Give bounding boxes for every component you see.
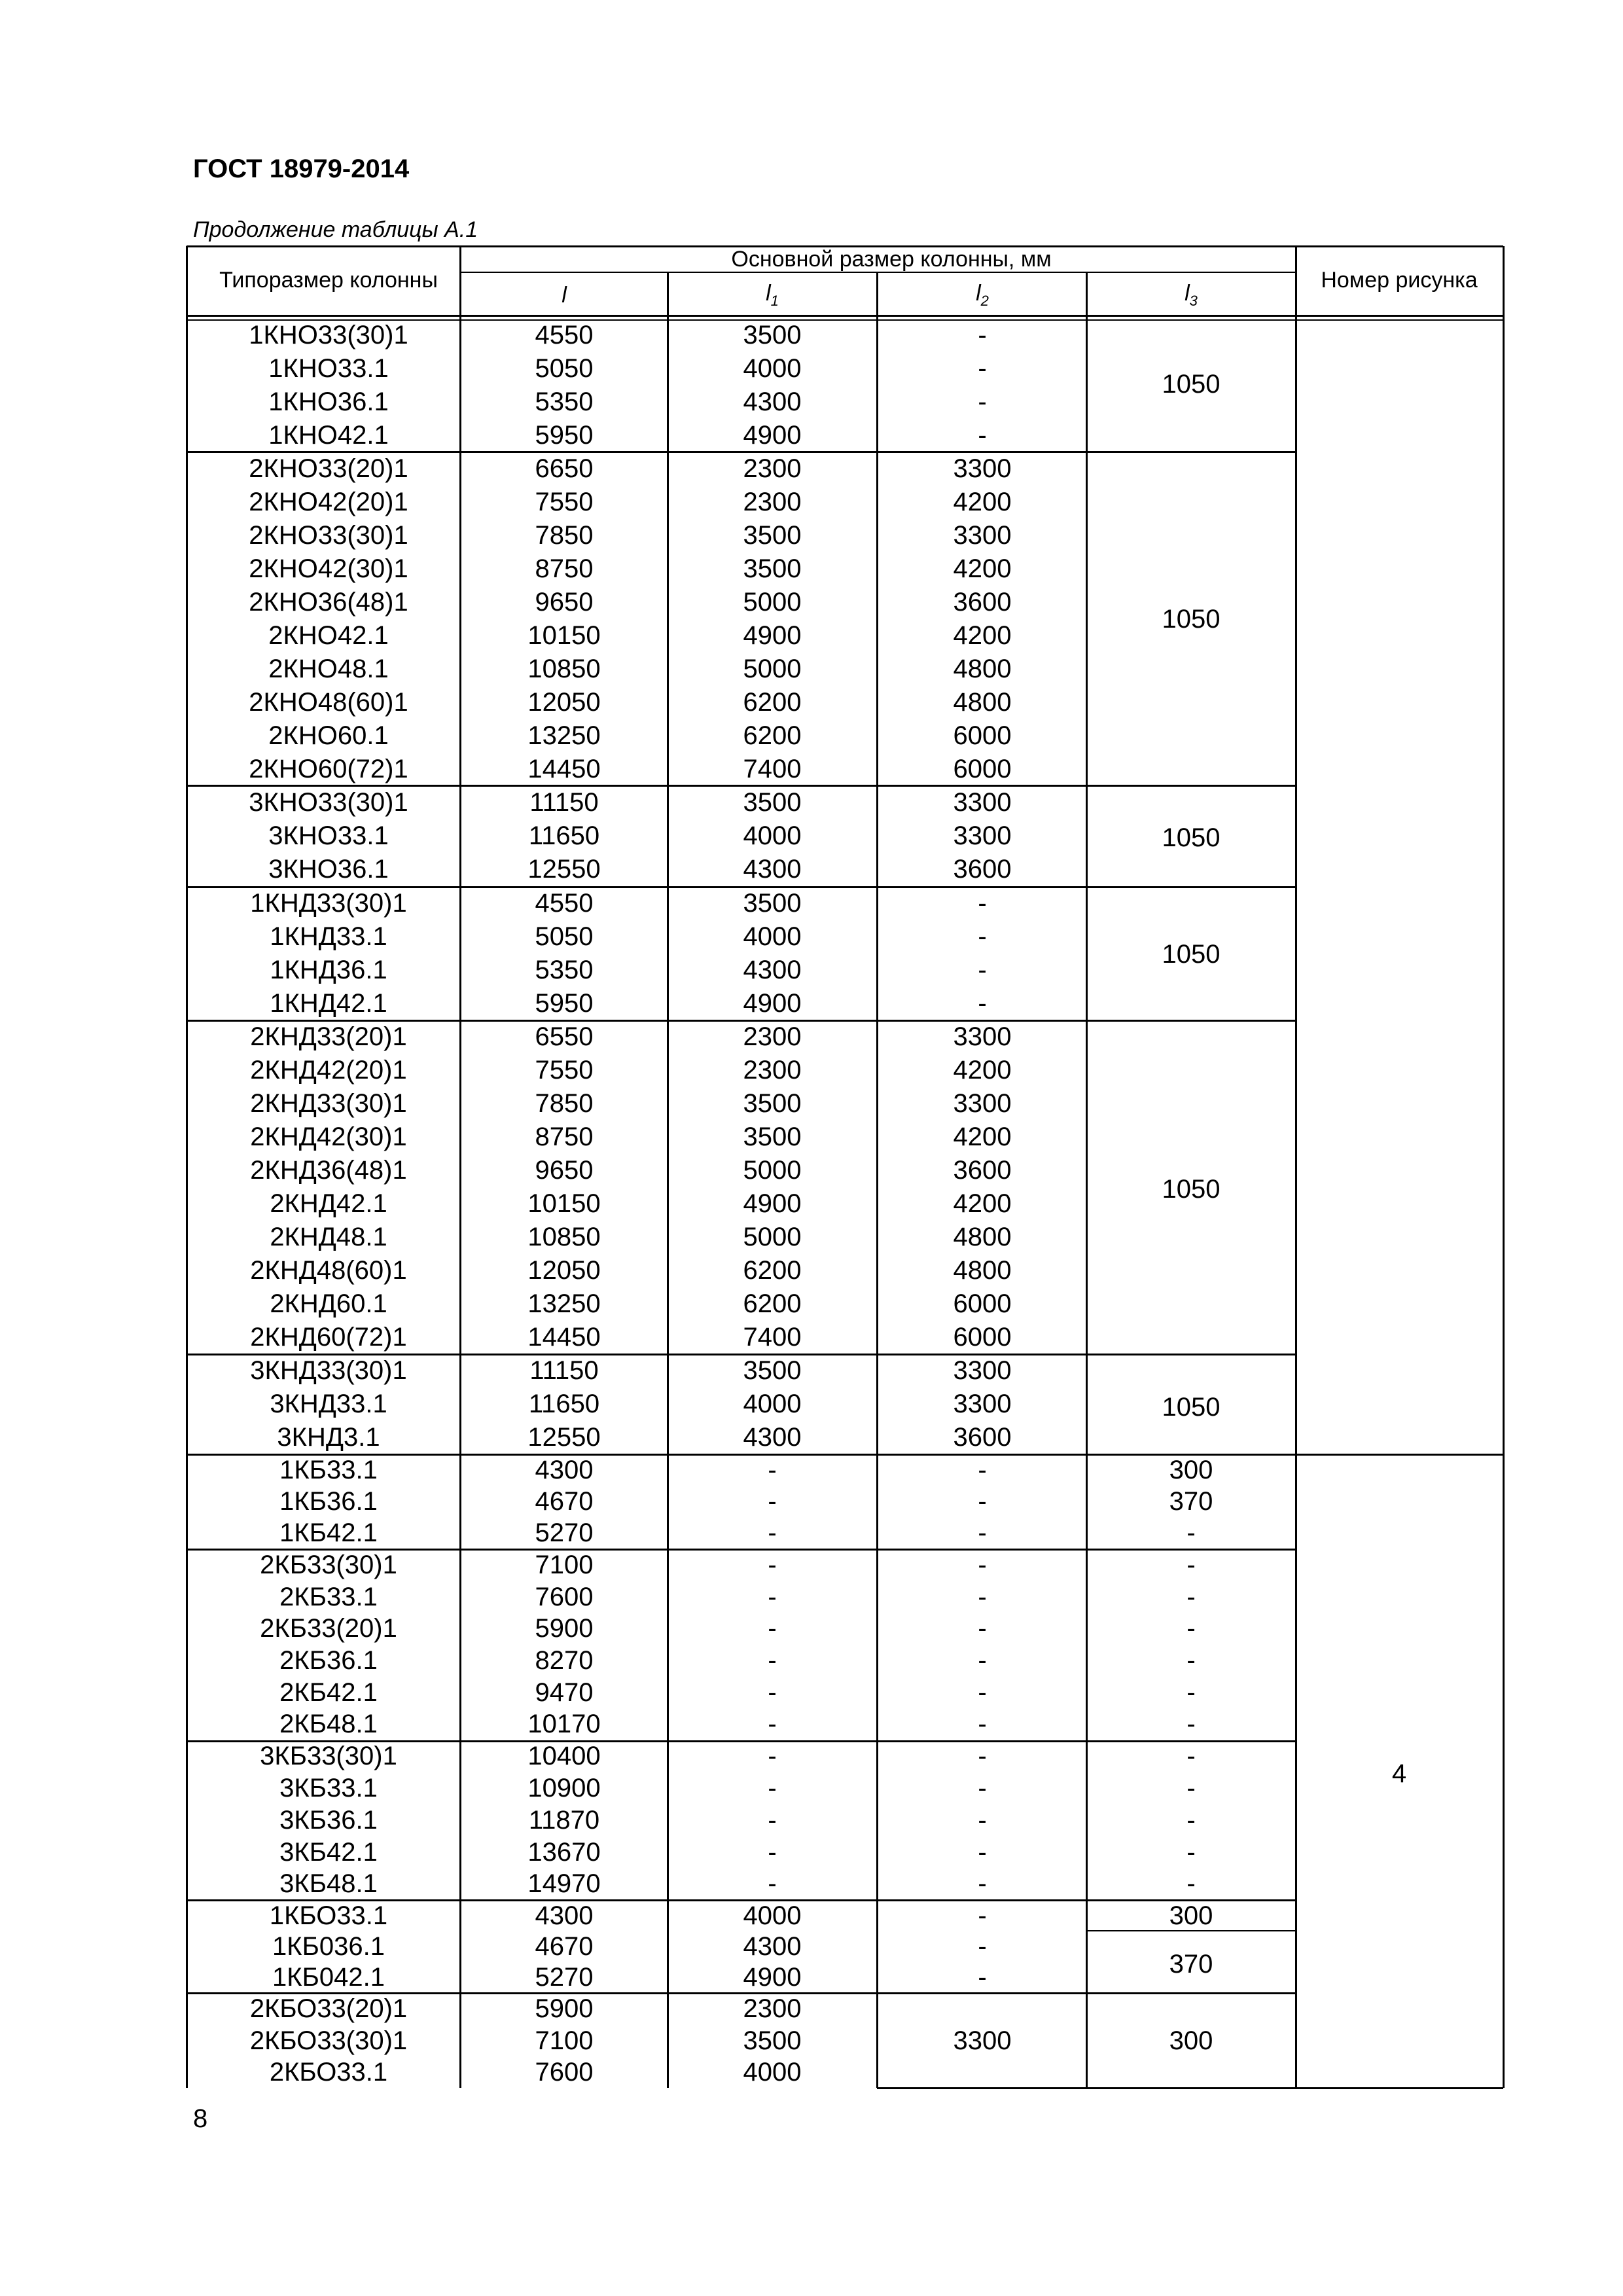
l2-cell: 3600 (953, 1156, 1012, 1185)
type-cell: 1КНО33.1 (268, 354, 389, 383)
l1-cell: 2300 (743, 1994, 802, 2023)
type-cell: 2КНО60.1 (268, 721, 389, 750)
l1-cell: 4300 (743, 855, 802, 884)
l2-cell: - (978, 1963, 987, 1992)
l2-cell: - (978, 1551, 987, 1579)
l-cell: 5270 (535, 1963, 594, 1992)
l-cell: 4300 (535, 1456, 594, 1484)
l2-cell: 4200 (953, 488, 1012, 516)
l-cell: 14970 (527, 1869, 601, 1898)
l-cell: 9650 (535, 1156, 594, 1185)
type-cell: 1КБО33.1 (269, 1901, 388, 1930)
l-cell: 8270 (535, 1646, 594, 1675)
l1-cell: 4300 (743, 1932, 802, 1961)
type-cell: 2КНД48.1 (270, 1223, 387, 1251)
type-cell: 3КНД33(30)1 (250, 1356, 407, 1385)
l2-cell: - (978, 321, 987, 350)
l3-cell: 370 (1169, 1487, 1213, 1516)
type-cell: 1КБ36.1 (279, 1487, 378, 1516)
l2-cell: - (978, 1583, 987, 1611)
l3-cell: 300 (1169, 1901, 1213, 1930)
l-cell: 5900 (535, 1614, 594, 1643)
table-rule (187, 1549, 1296, 1551)
l1-cell: - (768, 1869, 777, 1898)
l1-cell: - (768, 1646, 777, 1675)
table-caption: Продолжение таблицы А.1 (193, 217, 478, 242)
l3-cell: - (1186, 1646, 1196, 1675)
l1-cell: - (768, 1806, 777, 1835)
type-cell: 2КНД60.1 (270, 1289, 387, 1318)
table-rule (876, 320, 878, 2088)
table-rule (1086, 272, 1088, 320)
type-cell: 2КБ33.1 (279, 1583, 378, 1611)
l1-cell: 5000 (743, 1223, 802, 1251)
l2-cell: - (978, 1806, 987, 1835)
table-rule (876, 272, 878, 320)
l2-cell: 3600 (953, 1423, 1012, 1452)
l1-cell: 3500 (743, 1089, 802, 1118)
l2-cell: - (978, 922, 987, 951)
l-cell: 10850 (527, 1223, 601, 1251)
header-group: Основной размер колонны, мм (731, 247, 1052, 272)
l2-cell: 3300 (953, 1022, 1012, 1051)
l2-cell: - (978, 1646, 987, 1675)
l1-cell: - (768, 1710, 777, 1738)
l-cell: 4550 (535, 889, 594, 918)
l3-cell: - (1186, 1678, 1196, 1707)
l1-cell: 6200 (743, 721, 802, 750)
table-rule (877, 2087, 1503, 2089)
l-cell: 11870 (528, 1806, 600, 1835)
l-cell: 5350 (535, 387, 594, 416)
l2-cell: - (978, 1901, 987, 1930)
l1-cell: 4900 (743, 1189, 802, 1218)
l1-cell: - (768, 1774, 777, 1803)
l1-cell: 4000 (743, 1390, 802, 1418)
l-cell: 9650 (535, 588, 594, 617)
table-rule (186, 320, 188, 2088)
type-cell: 1КНД42.1 (270, 989, 387, 1018)
l-cell: 5900 (535, 1994, 594, 2023)
type-cell: 3КНО36.1 (268, 855, 389, 884)
l3-cell: - (1186, 1869, 1196, 1898)
l-cell: 5050 (535, 922, 594, 951)
l3-merged-cell: 1050 (1162, 370, 1221, 399)
l1-cell: 2300 (743, 1056, 802, 1085)
l1-cell: 3500 (743, 1356, 802, 1385)
l2-cell: 6000 (953, 1289, 1012, 1318)
type-cell: 1КНО33(30)1 (249, 321, 408, 350)
l-cell: 10900 (527, 1774, 601, 1803)
table-rule (1086, 1930, 1296, 1931)
l1-cell: 6200 (743, 1256, 802, 1285)
l3-merged-cell: 1050 (1162, 940, 1221, 969)
l-cell: 12050 (527, 1256, 601, 1285)
l2-cell: 3300 (953, 1089, 1012, 1118)
type-cell: 2КНО42(20)1 (249, 488, 408, 516)
l3-merged-cell: 370 (1169, 1950, 1213, 1979)
l2-cell: - (978, 1869, 987, 1898)
type-cell: 2КНО33(30)1 (249, 521, 408, 550)
l-cell: 10170 (527, 1710, 601, 1738)
l2-cell: 4800 (953, 688, 1012, 717)
l-cell: 5050 (535, 354, 594, 383)
l1-cell: 3500 (743, 788, 802, 817)
l1-cell: 4900 (743, 1963, 802, 1992)
l2-cell: - (978, 989, 987, 1018)
type-cell: 2КНД60(72)1 (250, 1323, 407, 1352)
table-rule (186, 246, 188, 320)
type-cell: 3КБ33.1 (279, 1774, 378, 1803)
header-type: Типоразмер колонны (219, 268, 438, 293)
l2-cell: 4800 (953, 1223, 1012, 1251)
l-cell: 13250 (527, 1289, 601, 1318)
l1-cell: 4000 (743, 821, 802, 850)
type-cell: 3КНО33(30)1 (249, 788, 408, 817)
l2-cell: 4800 (953, 655, 1012, 683)
l-cell: 7100 (535, 1551, 594, 1579)
type-cell: 3КНО33.1 (268, 821, 389, 850)
l2-cell: - (978, 387, 987, 416)
l2-cell: 3300 (953, 788, 1012, 817)
type-cell: 2КНД42(30)1 (250, 1122, 407, 1151)
l-cell: 8750 (535, 1122, 594, 1151)
table-rule (1503, 246, 1505, 320)
l-cell: 4550 (535, 321, 594, 350)
l3-cell: - (1186, 1838, 1196, 1867)
type-cell: 2КНО42(30)1 (249, 554, 408, 583)
page-number: 8 (193, 2104, 208, 2133)
l3-merged-cell: 300 (1169, 2026, 1213, 2055)
l-cell: 7100 (535, 2026, 594, 2055)
type-cell: 2КНО42.1 (268, 621, 389, 650)
document-title: ГОСТ 18979-2014 (193, 154, 410, 183)
l-cell: 12050 (527, 688, 601, 717)
type-cell: 1КБ042.1 (272, 1963, 385, 1992)
l2-cell: 4200 (953, 621, 1012, 650)
l-cell: 12550 (527, 1423, 601, 1452)
l-cell: 13250 (527, 721, 601, 750)
type-cell: 2КБ36.1 (279, 1646, 378, 1675)
l3-cell: 300 (1169, 1456, 1213, 1484)
table-rule (187, 1899, 1296, 1901)
l-cell: 5950 (535, 421, 594, 450)
table-rule (1295, 320, 1297, 2088)
type-cell: 2КБ33(30)1 (260, 1551, 397, 1579)
l3-merged-cell: 1050 (1162, 1393, 1221, 1422)
l1-cell: 4000 (743, 354, 802, 383)
table-rule (1295, 246, 1297, 320)
l1-cell: 5000 (743, 588, 802, 617)
l-cell: 5350 (535, 956, 594, 984)
l-cell: 8750 (535, 554, 594, 583)
table-rule (460, 272, 1296, 273)
l1-cell: 4300 (743, 387, 802, 416)
l2-cell: - (978, 1678, 987, 1707)
type-cell: 2КНД33(30)1 (250, 1089, 407, 1118)
type-cell: 2КНО48.1 (268, 655, 389, 683)
l3-cell: - (1186, 1518, 1196, 1547)
figure-number-cell: 4 (1391, 1759, 1407, 1788)
l3-merged-cell: 1050 (1162, 1175, 1221, 1204)
header-l1: $l_1$ (766, 281, 779, 309)
l3-cell: - (1186, 1583, 1196, 1611)
l2-cell: - (978, 354, 987, 383)
type-cell: 3КНД33.1 (270, 1390, 387, 1418)
l1-cell: 3500 (743, 521, 802, 550)
l1-cell: 2300 (743, 488, 802, 516)
type-cell: 1КНО36.1 (268, 387, 389, 416)
table-rule (187, 315, 1503, 317)
type-cell: 2КБ33(20)1 (260, 1614, 397, 1643)
l2-cell: - (978, 1932, 987, 1961)
header-l: l (562, 283, 567, 308)
type-cell: 3КБ36.1 (279, 1806, 378, 1835)
l2-cell: - (978, 1487, 987, 1516)
table-rule (1503, 320, 1505, 2088)
l-cell: 7600 (535, 1583, 594, 1611)
l2-cell: 3600 (953, 588, 1012, 617)
table-rule (1086, 320, 1088, 2088)
type-cell: 3КБ48.1 (279, 1869, 378, 1898)
l2-cell: 3300 (953, 1356, 1012, 1385)
type-cell: 2КБ48.1 (279, 1710, 378, 1738)
table-rule (667, 272, 669, 320)
l2-cell: - (978, 889, 987, 918)
l-cell: 6550 (535, 1022, 594, 1051)
type-cell: 2КНД48(60)1 (250, 1256, 407, 1285)
l2-cell: - (978, 1456, 987, 1484)
type-cell: 2КБ42.1 (279, 1678, 378, 1707)
table-rule (459, 320, 461, 2088)
l2-cell: - (978, 1518, 987, 1547)
l3-cell: - (1186, 1774, 1196, 1803)
table-rule (187, 1354, 1296, 1355)
type-cell: 2КНО36(48)1 (249, 588, 408, 617)
l3-cell: - (1186, 1614, 1196, 1643)
l-cell: 14450 (527, 1323, 601, 1352)
l1-cell: - (768, 1487, 777, 1516)
l-cell: 7850 (535, 1089, 594, 1118)
l3-merged-cell: 1050 (1162, 823, 1221, 852)
header-l3: $l_3$ (1185, 281, 1198, 309)
type-cell: 3КБ42.1 (279, 1838, 378, 1867)
l2-merged-cell: 3300 (953, 2026, 1012, 2055)
l3-cell: - (1186, 1551, 1196, 1579)
l1-cell: 6200 (743, 1289, 802, 1318)
l2-cell: 4200 (953, 554, 1012, 583)
table-rule (187, 319, 1503, 321)
l-cell: 4670 (535, 1932, 594, 1961)
l2-cell: - (978, 1742, 987, 1770)
l2-cell: - (978, 956, 987, 984)
l1-cell: - (768, 1838, 777, 1867)
l1-cell: 4900 (743, 989, 802, 1018)
l-cell: 14450 (527, 755, 601, 783)
l2-cell: 6000 (953, 1323, 1012, 1352)
l1-cell: 7400 (743, 1323, 802, 1352)
type-cell: 1КБ42.1 (279, 1518, 378, 1547)
table-rule (187, 1992, 1296, 1994)
l3-merged-cell: 1050 (1162, 605, 1221, 634)
type-cell: 3КНД3.1 (277, 1423, 380, 1452)
type-cell: 2КНО33(20)1 (249, 454, 408, 483)
l1-cell: 5000 (743, 1156, 802, 1185)
l1-cell: 4000 (743, 1901, 802, 1930)
l1-cell: - (768, 1518, 777, 1547)
type-cell: 2КБО33(20)1 (249, 1994, 408, 2023)
type-cell: 2КБО33.1 (269, 2058, 388, 2087)
l-cell: 7550 (535, 1056, 594, 1085)
table-rule (667, 320, 669, 2088)
l-cell: 4300 (535, 1901, 594, 1930)
l-cell: 12550 (527, 855, 601, 884)
l1-cell: 3500 (743, 321, 802, 350)
type-cell: 2КНД42(20)1 (250, 1056, 407, 1085)
type-cell: 1КБ33.1 (279, 1456, 378, 1484)
l-cell: 11150 (529, 788, 599, 817)
l1-cell: 4000 (743, 922, 802, 951)
type-cell: 1КБ036.1 (272, 1932, 385, 1961)
type-cell: 2КНД36(48)1 (250, 1156, 407, 1185)
l1-cell: 2300 (743, 454, 802, 483)
header-l2: $l_2$ (976, 281, 989, 309)
l2-cell: 3600 (953, 855, 1012, 884)
l2-cell: 4200 (953, 1122, 1012, 1151)
l2-cell: 3300 (953, 821, 1012, 850)
l2-cell: 3300 (953, 454, 1012, 483)
l-cell: 10150 (527, 1189, 601, 1218)
l-cell: 13670 (527, 1838, 601, 1867)
l-cell: 9470 (535, 1678, 594, 1707)
l2-cell: 4200 (953, 1189, 1012, 1218)
table-rule (187, 785, 1296, 787)
l2-cell: - (978, 421, 987, 450)
l2-cell: 3300 (953, 521, 1012, 550)
l1-cell: - (768, 1742, 777, 1770)
l-cell: 10150 (527, 621, 601, 650)
l1-cell: 6200 (743, 688, 802, 717)
type-cell: 1КНД36.1 (270, 956, 387, 984)
table-rule (187, 451, 1296, 453)
l3-cell: - (1186, 1742, 1196, 1770)
l1-cell: 3500 (743, 889, 802, 918)
l2-cell: 6000 (953, 755, 1012, 783)
table-rule (187, 1020, 1296, 1022)
header-figure: Номер рисунка (1321, 268, 1478, 293)
type-cell: 1КНД33.1 (270, 922, 387, 951)
l1-cell: 2300 (743, 1022, 802, 1051)
l1-cell: - (768, 1583, 777, 1611)
l-cell: 11150 (529, 1356, 599, 1385)
l1-cell: 4900 (743, 621, 802, 650)
table-rule (187, 1454, 1503, 1456)
l2-cell: 3300 (953, 1390, 1012, 1418)
l-cell: 10850 (527, 655, 601, 683)
l1-cell: 7400 (743, 755, 802, 783)
l3-cell: - (1186, 1710, 1196, 1738)
l1-cell: 3500 (743, 1122, 802, 1151)
table-rule (187, 245, 1503, 247)
table-rule (187, 1740, 1296, 1742)
l2-cell: - (978, 1614, 987, 1643)
l-cell: 5950 (535, 989, 594, 1018)
type-cell: 3КБ33(30)1 (260, 1742, 397, 1770)
l-cell: 5270 (535, 1518, 594, 1547)
l2-cell: - (978, 1774, 987, 1803)
l1-cell: 4000 (743, 2058, 802, 2087)
type-cell: 2КНД33(20)1 (250, 1022, 407, 1051)
l-cell: 11650 (528, 821, 600, 850)
l1-cell: - (768, 1456, 777, 1484)
type-cell: 1КНО42.1 (268, 421, 389, 450)
l1-cell: 3500 (743, 554, 802, 583)
l-cell: 6650 (535, 454, 594, 483)
type-cell: 2КНД42.1 (270, 1189, 387, 1218)
l-cell: 10400 (527, 1742, 601, 1770)
l-cell: 7550 (535, 488, 594, 516)
l2-cell: 4200 (953, 1056, 1012, 1085)
l3-cell: - (1186, 1806, 1196, 1835)
type-cell: 2КНО48(60)1 (249, 688, 408, 717)
l1-cell: 4900 (743, 421, 802, 450)
l2-cell: - (978, 1710, 987, 1738)
l1-cell: - (768, 1678, 777, 1707)
l-cell: 4670 (535, 1487, 594, 1516)
type-cell: 1КНД33(30)1 (250, 889, 407, 918)
l1-cell: 4300 (743, 956, 802, 984)
l-cell: 7850 (535, 521, 594, 550)
l2-cell: 4800 (953, 1256, 1012, 1285)
l2-cell: 6000 (953, 721, 1012, 750)
l1-cell: 4300 (743, 1423, 802, 1452)
type-cell: 2КНО60(72)1 (249, 755, 408, 783)
table-rule (459, 246, 461, 320)
l1-cell: - (768, 1551, 777, 1579)
l1-cell: 3500 (743, 2026, 802, 2055)
l2-cell: - (978, 1838, 987, 1867)
l-cell: 7600 (535, 2058, 594, 2087)
l1-cell: - (768, 1614, 777, 1643)
type-cell: 2КБО33(30)1 (249, 2026, 408, 2055)
table-rule (187, 886, 1296, 888)
l1-cell: 5000 (743, 655, 802, 683)
l-cell: 11650 (528, 1390, 600, 1418)
